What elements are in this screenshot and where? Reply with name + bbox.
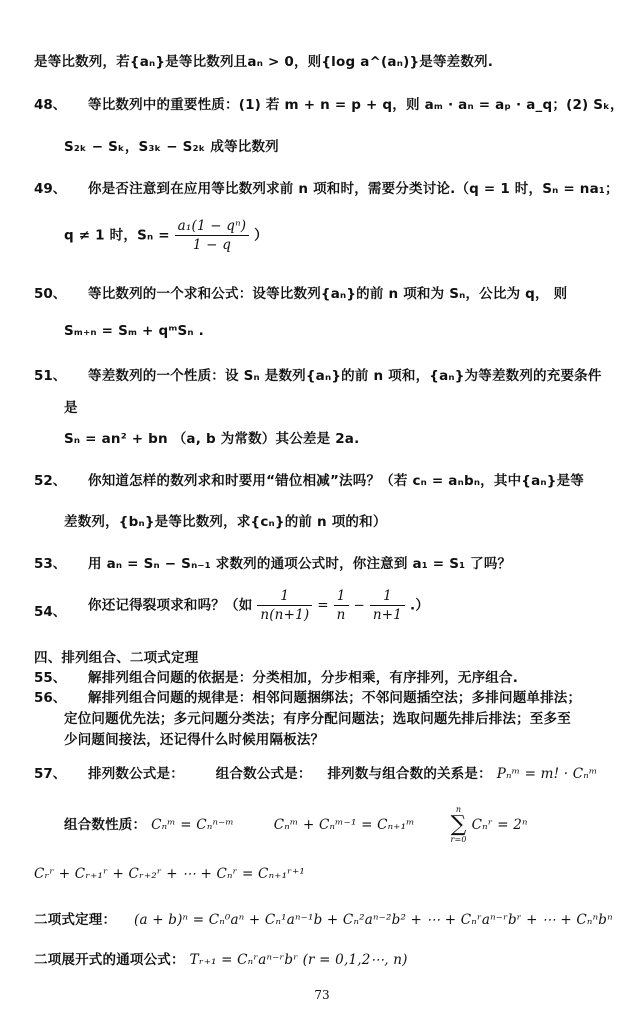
fraction-denominator: n: [336, 607, 346, 623]
page-number: 73: [314, 988, 330, 1002]
binomial-theorem-formula: (a + b)ⁿ = Cₙ⁰aⁿ + Cₙ¹aⁿ⁻¹b + Cₙ²aⁿ⁻²b² + ⋯ + Cₙʳaⁿ⁻ʳbʳ + ⋯ + Cₙⁿbⁿ: [134, 912, 613, 928]
item-number-50: 50、: [34, 286, 67, 302]
item-number-52: 52、: [34, 473, 67, 489]
item-53-text: 用 aₙ = Sₙ − Sₙ₋₁ 求数列的通项公式时，你注意到 a₁ = S₁ 了吗？: [88, 556, 512, 572]
item-51-formula: Sₙ = an² + bn （a, b 为常数）其公差是 2a.: [64, 431, 360, 447]
general-term: [34, 948, 408, 968]
fraction-denominator: n(n+1): [260, 607, 310, 623]
general-term-formula: Tᵣ₊₁ = Cₙʳaⁿ⁻ʳbʳ (r = 0,1,2⋯, n): [189, 952, 408, 968]
combination-symmetry: Cₙᵐ = Cₙⁿ⁻ᵐ: [151, 817, 234, 833]
summation-sign: [451, 806, 467, 844]
item-number-53: 53、: [34, 556, 67, 572]
item-number-57: 57、: [34, 766, 67, 782]
sum-upper-limit: n: [455, 805, 462, 814]
fraction: [175, 218, 250, 253]
item-number-55: 55、: [34, 670, 67, 686]
item-number-51: 51、: [34, 368, 67, 384]
fraction-numerator: a₁(1 − qⁿ): [175, 218, 250, 236]
pascal-identity: Cₙᵐ + Cₙᵐ⁻¹ = Cₙ₊₁ᵐ: [273, 817, 415, 833]
item-54-text: [88, 588, 429, 623]
item-50-formula: Sₘ₊ₙ = Sₘ + qᵐSₙ .: [64, 323, 204, 339]
binomial-sum: Cₙʳ = 2ⁿ: [471, 817, 528, 833]
item-49-formula: [64, 218, 268, 253]
binomial-theorem: [34, 908, 613, 928]
fraction-numerator: 1: [370, 588, 405, 606]
equals-sign: =: [317, 597, 329, 614]
fraction-denominator: 1 − q: [192, 237, 232, 253]
sigma-icon: ∑: [450, 812, 467, 837]
section-heading: 四、排列组合、二项式定理: [34, 650, 199, 666]
fraction: [334, 588, 349, 623]
fraction-numerator: 1: [334, 588, 349, 606]
item-51-text: 等差数列的一个性质：设 Sₙ 是数列{aₙ}的前 n 项和，{aₙ}为等差数列的充要条件: [88, 368, 602, 384]
fraction: [370, 588, 405, 623]
item-48-text: 等比数列中的重要性质：(1) 若 m + n = p + q，则 aₘ · aₙ = aₚ · a_q；(2) Sₖ，: [88, 97, 624, 113]
relation-formula: Pₙᵐ = m! · Cₙᵐ: [496, 766, 598, 782]
permutation-formula-label: 排列数公式是：: [88, 766, 184, 782]
item-52-continuation: 差数列，{bₙ}是等比数列，求{cₙ}的前 n 项的和）: [64, 514, 387, 530]
item-56-continuation: 定位问题优先法；多元问题分类法；有序分配问题法；选取问题先排后排法；至多至: [64, 711, 571, 727]
fraction-denominator: n+1: [372, 607, 403, 623]
item-51-continuation: 是: [64, 400, 78, 416]
item-52-text: 你知道怎样的数列求和时要用“错位相减”法吗？（若 cₙ = aₙbₙ，其中{aₙ}是等: [88, 473, 584, 489]
line-text: 是等比数列，若{aₙ}是等比数列且aₙ > 0，则{log a^(aₙ)}是等差数列.: [34, 54, 494, 70]
fraction: [257, 588, 312, 623]
combination-properties: [64, 806, 528, 844]
relation-label: 排列数与组合数的关系是：: [327, 766, 492, 782]
binomial-theorem-label: 二项式定理：: [34, 912, 117, 928]
formula-prefix: q ≠ 1 时，Sₙ =: [64, 227, 170, 244]
minus-sign: −: [353, 597, 365, 614]
item-49-text: 你是否注意到在应用等比数列求前 n 项和时，需要分类讨论.（q = 1 时，Sₙ = na₁；: [88, 181, 619, 197]
formula-suffix: ）: [254, 227, 268, 244]
sum-lower-limit: r=0: [450, 835, 467, 844]
item-55-text: 解排列组合问题的依据是：分类相加，分步相乘，有序排列，无序组合.: [88, 670, 519, 686]
combination-formula-label: 组合数公式是：: [215, 766, 312, 782]
item-54-prefix: 你还记得裂项求和吗？（如: [88, 597, 253, 614]
item-48-continuation: S₂ₖ − Sₖ，S₃ₖ − S₂ₖ 成等比数列: [64, 139, 279, 155]
hockey-stick-formula: Cᵣʳ + Cᵣ₊₁ʳ + Cᵣ₊₂ʳ + ⋯ + Cₙʳ = Cₙ₊₁ʳ⁺¹: [34, 866, 306, 882]
item-number-54: 54、: [34, 604, 67, 620]
item-number-48: 48、: [34, 97, 67, 113]
item-57-text: [88, 762, 597, 782]
item-50-text: 等比数列的一个求和公式：设等比数列{aₙ}的前 n 项和为 Sₙ，公比为 q， 则: [88, 286, 568, 302]
item-number-49: 49、: [34, 181, 67, 197]
item-54-suffix: .）: [410, 597, 430, 614]
item-number-56: 56、: [34, 690, 67, 706]
combination-properties-label: 组合数性质：: [64, 817, 147, 833]
hockey-stick-identity: [34, 866, 305, 882]
general-term-label: 二项展开式的通项公式：: [34, 952, 185, 968]
item-56-continuation: 少问题间接法，还记得什么时候用隔板法？: [64, 732, 325, 748]
item-56-text: 解排列组合问题的规律是：相邻问题捆绑法；不邻问题插空法；多排问题单排法；: [88, 690, 582, 706]
text-line: [34, 50, 493, 70]
fraction-numerator: 1: [257, 588, 312, 606]
